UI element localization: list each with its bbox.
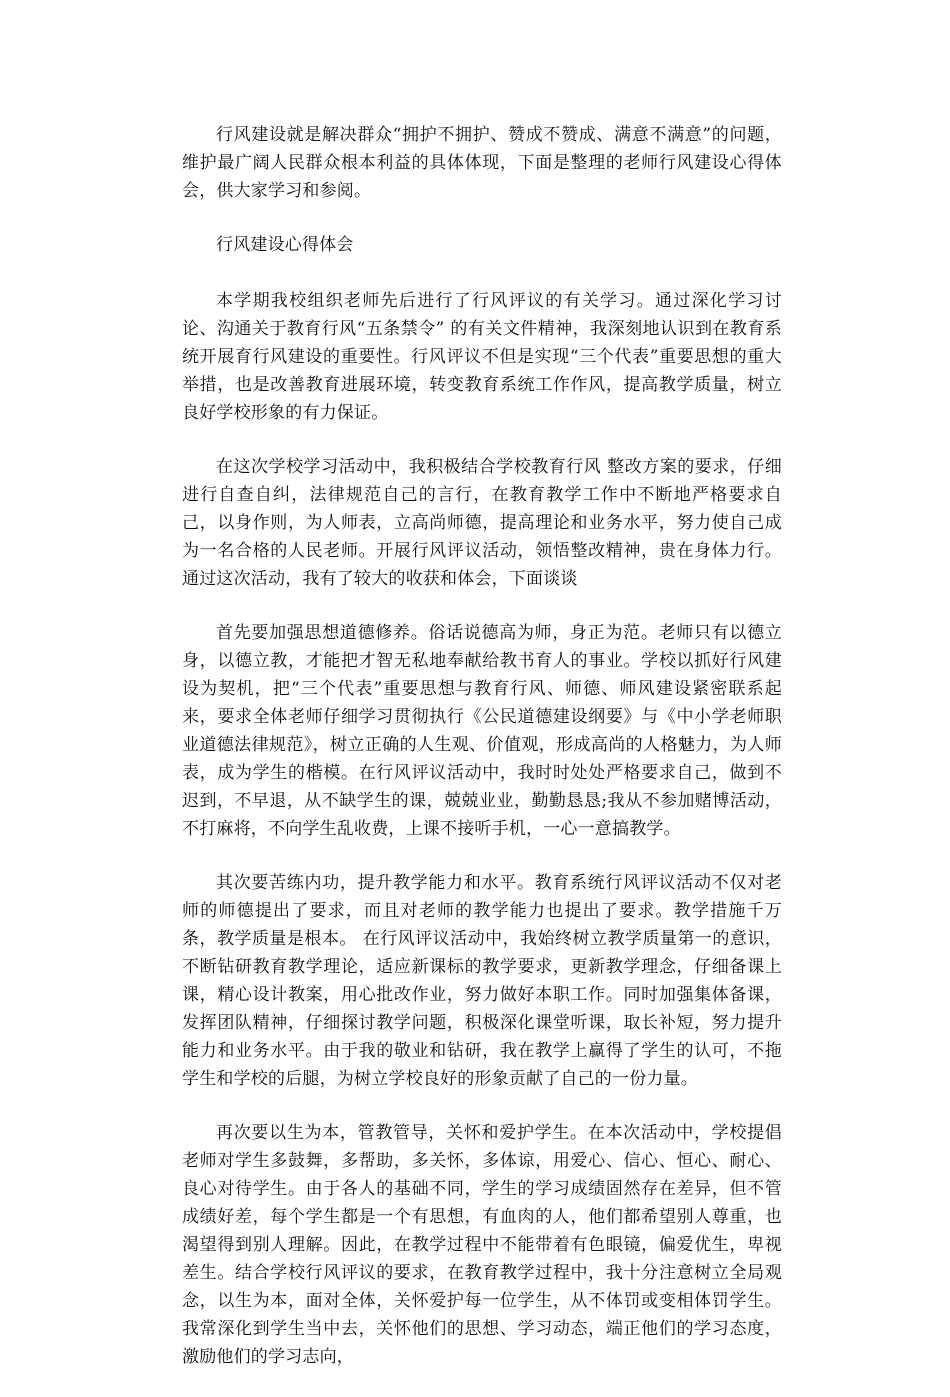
document-body <box>182 121 782 1397</box>
body-paragraph: 本学期我校组织老师先后进行了行风评议的有关学习。通过深化学习讨论、沟通关于教育行风“五条禁令” 的有关文件精神，我深刻地认识到在教育系统开展育行风建设的重要性。行风评议不但是实现“三个代表”重要思想的重大举措，也是改善教育进展环境，转变教育系统工作作风，提高教学质量，树立良好学校形象的有力保证。 <box>182 291 782 423</box>
section-heading: 行风建设心得体会 <box>216 235 354 255</box>
body-paragraph: 首先要加强思想道德修养。俗话说德高为师，身正为范。老师只有以德立身，以德立教，才能把才智无私地奉献给教书育人的事业。学校以抓好行风建设为契机，把“三个代表”重要思想与教育行风、师德、师风建设紧密联系起来，要求全体老师仔细学习贯彻执行《公民道德建设纲要》与《中小学老师职业道德法律规范》，树立正确的人生观、价值观，形成高尚的人格魅力，为人师表，成为学生的楷模。在行风评议活动中，我时时处处严格要求自己，做到不迟到，不早退，从不缺学生的课，兢兢业业，勤勤恳恳;我从不参加赌博活动，不打麻将，不向学生乱收费，上课不接听手机，一心一意搞教学。 <box>182 623 782 839</box>
body-paragraph: 在这次学校学习活动中，我积极结合学校教育行风 整改方案的要求，仔细进行自查自纠，法律规范自己的言行，在教育教学工作中不断地严格要求自己，以身作则，为人师表，立高尚师德，提高理论和业务水平，努力使自己成为一名合格的人民老师。开展行风评议活动，领悟整改精神，贵在身体力行。通过这次活动，我有了较大的收获和体会，下面谈谈 <box>182 457 782 589</box>
body-paragraph: 其次要苦练内功，提升教学能力和水平。教育系统行风评议活动不仅对老师的师德提出了要求，而且对老师的教学能力也提出了要求。教学措施千万条，教学质量是根本。 在行风评议活动中，我始终树立教学质量第一的意识，不断钻研教育教学理论，适应新课标的教学要求，更新教学理念，仔细备课上课，精心设计教案，用心批改作业，努力做好本职工作。同时加强集体备课，发挥团队精神，仔细探讨教学问题，积极深化课堂听课，取长补短，努力提升能力和业务水平。由于我的敬业和钻研，我在教学上赢得了学生的认可，不拖学生和学校的后腿，为树立学校良好的形象贡献了自己的一份力量。 <box>182 873 782 1089</box>
intro-paragraph: 行风建设就是解决群众“拥护不拥护、赞成不赞成、满意不满意”的问题，维护最广阔人民群众根本利益的具体体现，下面是整理的老师行风建设心得体会，供大家学习和参阅。 <box>182 125 782 201</box>
body-paragraph: 再次要以生为本，管教管导，关怀和爱护学生。在本次活动中，学校提倡老师对学生多鼓舞，多帮助，多关怀，多体谅，用爱心、信心、恒心、耐心、良心对待学生。由于各人的基础不同，学生的学习成绩固然存在差异，但不管成绩好差，每个学生都是一个有思想，有血肉的人，他们都希望别人尊重，也渴望得到别人理解。因此，在教学过程中不能带着有色眼镜，偏爱优生，卑视差生。结合学校行风评议的要求，在教育教学过程中，我十分注意树立全局观念，以生为本，面对全体，关怀爱护每一位学生，从不体罚或变相体罚学生。我常深化到学生当中去，关怀他们的思想、学习动态，端正他们的学习态度，激励他们的学习志向， <box>182 1123 782 1367</box>
